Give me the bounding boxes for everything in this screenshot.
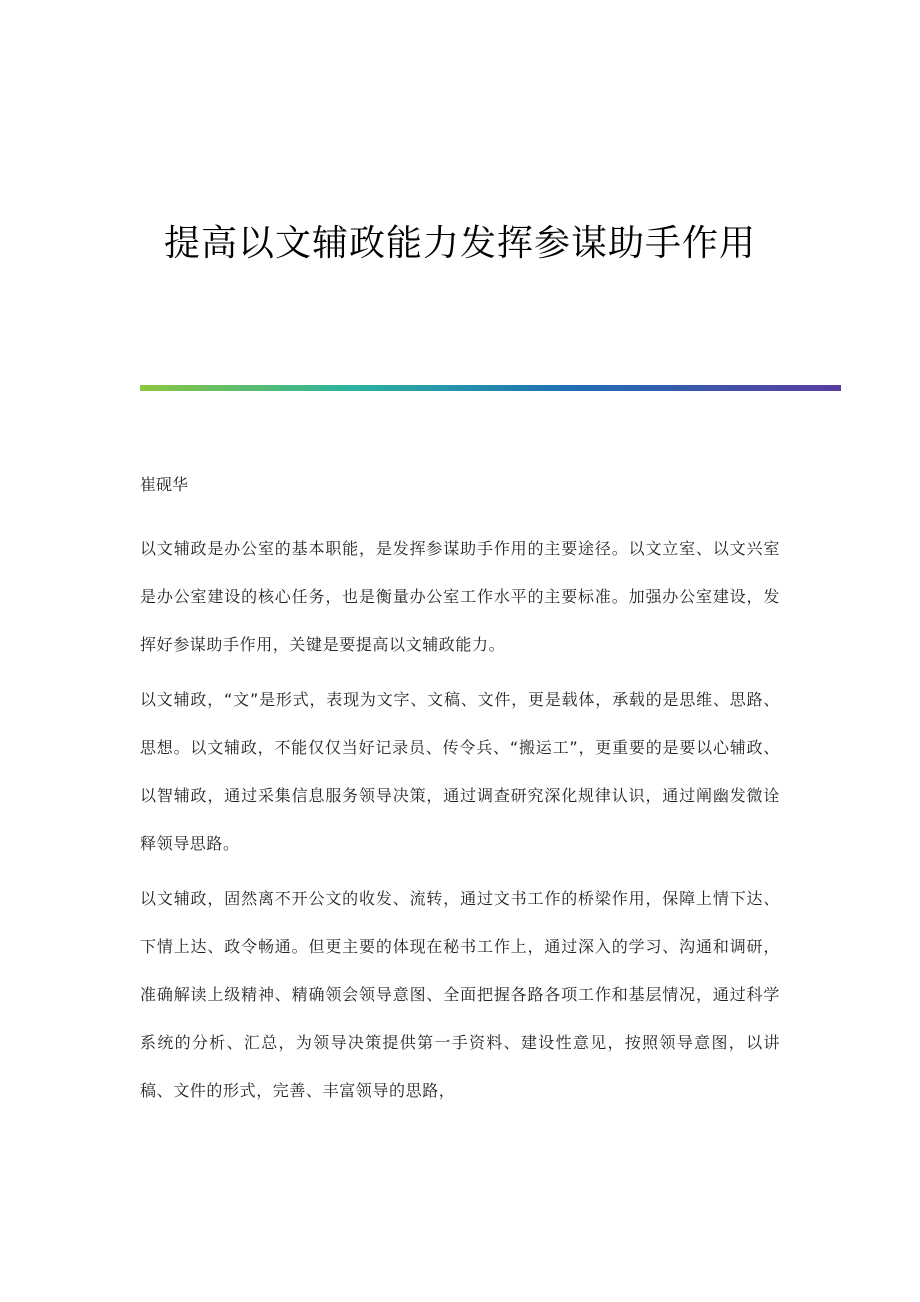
gradient-divider xyxy=(140,385,841,391)
paragraph-2: 以文辅政，“文”是形式，表现为文字、文稿、文件，更是载体，承载的是思维、思路、思想。以文辅政，不能仅仅当好记录员、传令兵、“搬运工”，更重要的是要以心辅政、以智辅政，通过采集信息服务领导决策，通过调查研究深化规律认识，通过阐幽发微诠释领导思路。 xyxy=(140,690,780,853)
document-body xyxy=(140,525,780,1122)
paragraph-3: 以文辅政，固然离不开公文的收发、流转，通过文书工作的桥梁作用，保障上情下达、下情上达、政令畅通。但更主要的体现在秘书工作上，通过深入的学习、沟通和调研，准确解读上级精神、精确领会领导意图、全面把握各路各项工作和基层情况，通过科学系统的分析、汇总，为领导决策提供第一手资料、建设性意见，按照领导意图，以讲稿、文件的形式，完善、丰富领导的思路， xyxy=(140,889,780,1100)
author-name: 崔砚华 xyxy=(140,475,189,494)
document-title: 提高以文辅政能力发挥参谋助手作用 xyxy=(163,223,756,264)
paragraph-1: 以文辅政是办公室的基本职能，是发挥参谋助手作用的主要途径。以文立室、以文兴室是办公室建设的核心任务，也是衡量办公室工作水平的主要标准。加强办公室建设，发挥好参谋助手作用，关键是要提高以文辅政能力。 xyxy=(140,539,780,654)
